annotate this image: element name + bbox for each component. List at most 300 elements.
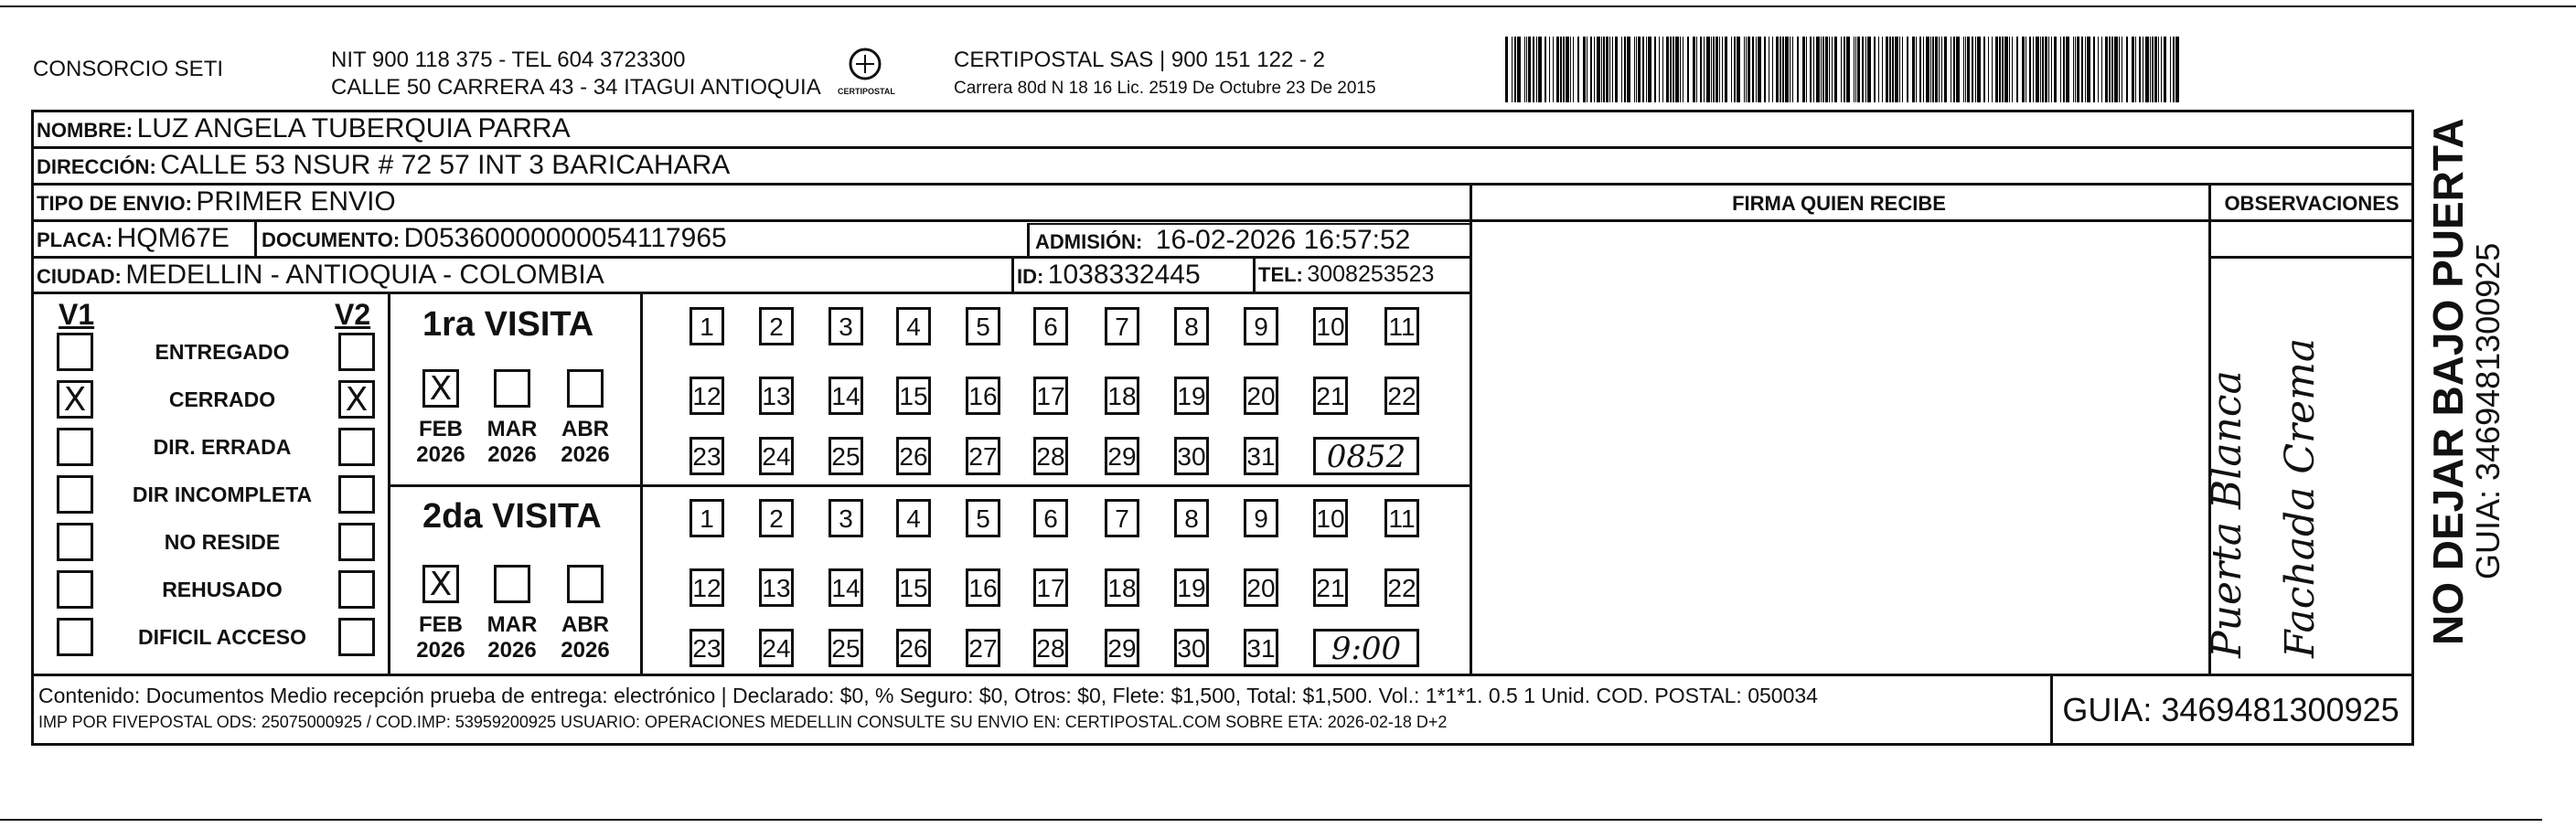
- estado-label: CERRADO: [168, 387, 276, 411]
- barcode-bar: [1889, 37, 1891, 102]
- barcode-bar: [1972, 37, 1973, 102]
- barcode-bar: [1560, 37, 1562, 102]
- barcode-bar: [1930, 37, 1931, 102]
- observacion-linea-2: Fachada Crema: [2277, 337, 2324, 658]
- barcode-bar: [1916, 37, 1917, 102]
- barcode-bar: [2066, 37, 2069, 102]
- barcode-bar: [1899, 37, 1900, 102]
- footer-guia: GUIA: 3469481300925: [2062, 691, 2400, 728]
- no-dejar-warning: NO DEJAR BAJO PUERTA: [2424, 118, 2472, 645]
- month-name: MAR: [486, 417, 538, 441]
- segunda-day-box[interactable]: 29: [1105, 629, 1139, 667]
- barcode-bar: [2036, 37, 2039, 102]
- v2-checkbox[interactable]: [338, 428, 375, 466]
- logo-text: CERTIPOSTAL: [838, 87, 895, 96]
- barcode-bar: [2152, 37, 2154, 102]
- barcode-bar: [2004, 37, 2008, 102]
- barcode-bar: [1857, 37, 1860, 102]
- barcode-bar: [1874, 37, 1876, 102]
- segunda-day-box[interactable]: 21: [1313, 568, 1348, 607]
- barcode-bar: [1627, 37, 1630, 102]
- barcode-bar: [1776, 37, 1779, 102]
- segunda-day-box[interactable]: 17: [1033, 568, 1068, 607]
- barcode-bar: [1865, 37, 1866, 102]
- documento-label: DOCUMENTO:: [262, 228, 401, 251]
- logo-emblem-icon: [842, 46, 888, 82]
- direccion-value: CALLE 53 NSUR # 72 57 INT 3 BARICAHARA: [160, 150, 731, 180]
- barcode-bar: [1563, 37, 1565, 102]
- primera-visita-label: 1ra VISITA: [422, 305, 594, 344]
- segunda-day-box[interactable]: 15: [896, 568, 931, 607]
- barcode-bar: [1834, 37, 1837, 102]
- id-sep: [1011, 256, 1014, 292]
- barcode-bar: [1687, 37, 1689, 102]
- barcode-bar: [1725, 37, 1727, 102]
- primera-day-box[interactable]: 14: [828, 377, 863, 415]
- primera-day-box[interactable]: 15: [896, 377, 931, 415]
- segunda-day-box[interactable]: 22: [1384, 568, 1419, 607]
- barcode-bar: [1706, 37, 1710, 102]
- barcode-bar: [1746, 37, 1747, 102]
- primera-day-box[interactable]: 30: [1174, 437, 1209, 475]
- barcode-bar: [1722, 37, 1723, 102]
- barcode-bar: [1634, 37, 1635, 102]
- barcode-bar: [2145, 37, 2149, 102]
- nombre-value: LUZ ANGELA TUBERQUIA PARRA: [136, 113, 571, 143]
- primera-day-box[interactable]: 21: [1313, 377, 1348, 415]
- barcode-bar: [2132, 37, 2134, 102]
- v2-label: V2: [335, 298, 371, 331]
- primera-day-box[interactable]: 22: [1384, 377, 1419, 415]
- barcode-bar: [1832, 37, 1833, 102]
- tipo-value: PRIMER ENVIO: [196, 186, 396, 217]
- barcode-bar: [1953, 37, 1955, 102]
- v1-checkbox[interactable]: [57, 523, 93, 561]
- primera-day-box[interactable]: 25: [828, 437, 863, 475]
- barcode-bar: [1609, 37, 1610, 102]
- barcode-bar: [1963, 37, 1964, 102]
- segunda-day-box[interactable]: 18: [1105, 568, 1139, 607]
- segunda-day-box[interactable]: 6: [1033, 499, 1068, 537]
- month-year: 2026: [487, 442, 537, 467]
- nombre-label: NOMBRE:: [37, 119, 134, 142]
- barcode-bar: [1700, 37, 1702, 102]
- barcode-bar: [1967, 37, 1970, 102]
- primera-day-box[interactable]: 9: [1244, 307, 1278, 345]
- segunda-month-checkbox[interactable]: [567, 565, 604, 603]
- barcode-bar: [1892, 37, 1894, 102]
- barcode-bar: [2073, 37, 2074, 102]
- tel-row: [1258, 261, 1434, 288]
- barcode-bar: [1999, 37, 2001, 102]
- v2-checkbox[interactable]: [338, 523, 375, 561]
- segunda-day-box[interactable]: 5: [966, 499, 1000, 537]
- address-line: CALLE 50 CARRERA 43 - 34 ITAGUI ANTIOQUIA: [331, 75, 821, 100]
- barcode-bar: [2022, 37, 2025, 102]
- direccion-row: [37, 150, 730, 181]
- segunda-day-box[interactable]: 8: [1174, 499, 1209, 537]
- barcode-bar: [1536, 37, 1537, 102]
- barcode-bar: [2087, 37, 2090, 102]
- segunda-day-box[interactable]: 24: [759, 629, 794, 667]
- barcode-bar: [1654, 37, 1656, 102]
- barcode-bar: [1965, 37, 1966, 102]
- admision-label: ADMISIÓN:: [1035, 230, 1143, 253]
- barcode-bar: [1606, 37, 1609, 102]
- barcode-bar: [1577, 37, 1579, 102]
- primera-day-box[interactable]: 8: [1174, 307, 1209, 345]
- barcode-bar: [1556, 37, 1559, 102]
- barcode-bar: [2164, 37, 2166, 102]
- primera-day-box[interactable]: 6: [1033, 307, 1068, 345]
- barcode-bar: [1545, 37, 1546, 102]
- barcode-bar: [1713, 37, 1715, 102]
- direccion-label: DIRECCIÓN:: [37, 155, 156, 178]
- primera-day-box[interactable]: 16: [966, 377, 1000, 415]
- segunda-month-checkbox[interactable]: X: [422, 565, 459, 603]
- barcode-bar: [1882, 37, 1883, 102]
- barcode-bar: [2098, 37, 2099, 102]
- segunda-day-box[interactable]: 23: [689, 629, 724, 667]
- primera-day-box[interactable]: 20: [1244, 377, 1278, 415]
- visita-month-line: [640, 292, 643, 674]
- barcode-bar: [1731, 37, 1732, 102]
- primera-day-box[interactable]: 10: [1313, 307, 1348, 345]
- month-year: 2026: [416, 442, 465, 467]
- primera-day-box[interactable]: 18: [1105, 377, 1139, 415]
- primera-month-checkbox[interactable]: [494, 369, 530, 408]
- segunda-day-box[interactable]: 4: [896, 499, 931, 537]
- ciudad-row: [37, 260, 604, 291]
- segunda-day-box[interactable]: 11: [1384, 499, 1419, 537]
- barcode-bar: [2002, 37, 2004, 102]
- barcode-bar: [1854, 37, 1855, 102]
- tel-value: 3008253523: [1307, 261, 1435, 287]
- v1-checkbox[interactable]: X: [57, 380, 93, 419]
- barcode-bar: [2012, 37, 2013, 102]
- segunda-month-label: [415, 612, 466, 663]
- segunda-day-box[interactable]: 3: [828, 499, 863, 537]
- barcode-bar: [1956, 37, 1960, 102]
- barcode-bar: [1841, 37, 1842, 102]
- barcode-bar: [1764, 37, 1766, 102]
- row-line-3: [31, 219, 2414, 222]
- primera-day-box[interactable]: 3: [828, 307, 863, 345]
- barcode-bar: [1977, 37, 1981, 102]
- barcode-bar: [1659, 37, 1660, 102]
- barcode-bar: [2119, 37, 2120, 102]
- v2-checkbox[interactable]: [338, 333, 375, 371]
- barcode-bar: [2048, 37, 2049, 102]
- barcode-bar: [1923, 37, 1924, 102]
- v1-checkbox[interactable]: [57, 428, 93, 466]
- primera-day-box[interactable]: 19: [1174, 377, 1209, 415]
- barcode-bar: [2033, 37, 2034, 102]
- primera-day-box[interactable]: 24: [759, 437, 794, 475]
- barcode-bar: [1846, 37, 1850, 102]
- barcode-bar: [1528, 37, 1531, 102]
- primera-day-box[interactable]: 1: [689, 307, 724, 345]
- barcode-bar: [2075, 37, 2076, 102]
- estados-right-line: [388, 292, 390, 674]
- barcode-bar: [1772, 37, 1773, 102]
- observaciones-label: OBSERVACIONES: [2224, 192, 2400, 215]
- segunda-day-box[interactable]: 13: [759, 568, 794, 607]
- segunda-day-box[interactable]: 7: [1105, 499, 1139, 537]
- barcode-bar: [2114, 37, 2118, 102]
- estado-label: NO RESIDE: [164, 530, 281, 554]
- barcode-bar: [1624, 37, 1626, 102]
- v2-checkbox[interactable]: [338, 618, 375, 656]
- segunda-day-box[interactable]: 1: [689, 499, 724, 537]
- barcode-bar: [1638, 37, 1641, 102]
- barcode-bar: [1566, 37, 1569, 102]
- firma-label: FIRMA QUIEN RECIBE: [1732, 192, 1946, 215]
- documento-row: [262, 223, 727, 254]
- placa-row: [37, 223, 230, 254]
- footer-imp: IMP POR FIVEPOSTAL ODS: 25075000925 / COD.IMP: 53959200925 USUARIO: OPERACIONES MEDELLIN CONSULTE SU ENVIO EN: CERTIPOSTAL.COM SOBRE ETA: 2026-02-18 D+2: [38, 713, 1448, 731]
- estado-label: DIR. ERRADA: [153, 435, 292, 459]
- segunda-day-box[interactable]: 26: [896, 629, 931, 667]
- barcode-bar: [1693, 37, 1695, 102]
- barcode-bar: [1505, 37, 1508, 102]
- barcode-bar: [2126, 37, 2128, 102]
- barcode-bar: [1648, 37, 1651, 102]
- segunda-day-box[interactable]: 30: [1174, 629, 1209, 667]
- barcode-bar: [1680, 37, 1681, 102]
- barcode-bar: [2158, 37, 2159, 102]
- barcode-bar: [1810, 37, 1812, 102]
- primera-day-box[interactable]: 5: [966, 307, 1000, 345]
- tel-label: TEL:: [1258, 263, 1303, 286]
- primera-day-box[interactable]: 7: [1105, 307, 1139, 345]
- v1-label: V1: [59, 298, 95, 331]
- primera-day-box[interactable]: 27: [966, 437, 1000, 475]
- barcode-bar: [1983, 37, 1985, 102]
- barcode-bar: [2054, 37, 2057, 102]
- barcode-bar: [1570, 37, 1571, 102]
- v1-checkbox[interactable]: [57, 618, 93, 656]
- barcode-bar: [2016, 37, 2018, 102]
- top-border-line: [0, 5, 2576, 7]
- month-name: FEB: [419, 417, 463, 441]
- ciudad-label: CIUDAD:: [37, 265, 122, 288]
- barcode-bar: [2154, 37, 2157, 102]
- placa-sep: [254, 219, 257, 256]
- primera-day-box[interactable]: 17: [1033, 377, 1068, 415]
- month-name: ABR: [561, 417, 609, 441]
- company-line: CERTIPOSTAL SAS | 900 151 122 - 2: [954, 48, 1325, 72]
- segunda-day-box[interactable]: 16: [966, 568, 1000, 607]
- v1-checkbox[interactable]: [57, 475, 93, 514]
- tel-sep: [1253, 256, 1256, 292]
- segunda-day-box[interactable]: 20: [1244, 568, 1278, 607]
- barcode-bar: [1675, 37, 1679, 102]
- firma-col-line: [1470, 183, 1472, 674]
- barcode-bar: [1912, 37, 1915, 102]
- certipostal-logo: [838, 46, 893, 101]
- segunda-hora-box[interactable]: 9:00: [1313, 629, 1419, 667]
- barcode-bar: [1902, 37, 1903, 102]
- barcode-bar: [2139, 37, 2141, 102]
- estado-label: REHUSADO: [162, 578, 283, 601]
- id-value: 1038332445: [1047, 260, 1201, 290]
- barcode-bar: [2161, 37, 2162, 102]
- barcode-bar: [1615, 37, 1618, 102]
- barcode-bar: [1785, 37, 1789, 102]
- barcode-bar: [1862, 37, 1864, 102]
- form-left-line: [31, 110, 34, 746]
- barcode-bar: [1601, 37, 1602, 102]
- nombre-row: [37, 113, 571, 144]
- nit-line: NIT 900 118 375 - TEL 604 3723300: [331, 48, 686, 72]
- v2-checkbox[interactable]: [338, 475, 375, 514]
- estado-label: ENTREGADO: [155, 340, 290, 364]
- primera-month-checkbox[interactable]: [567, 369, 604, 408]
- row-line-6: [31, 674, 2414, 676]
- barcode-bar: [2045, 37, 2047, 102]
- barcode-bar: [1792, 37, 1793, 102]
- barcode-bar: [1673, 37, 1674, 102]
- segunda-day-box[interactable]: 31: [1244, 629, 1278, 667]
- observacion-linea-1: Puerta Blanca: [2204, 370, 2250, 658]
- segunda-day-box[interactable]: 12: [689, 568, 724, 607]
- segunda-day-box[interactable]: 10: [1313, 499, 1348, 537]
- license-line: Carrera 80d N 18 16 Lic. 2519 De Octubre 23 De 2015: [954, 79, 1376, 98]
- barcode-bar: [1806, 37, 1807, 102]
- month-year: 2026: [561, 638, 610, 663]
- primera-day-box[interactable]: 23: [689, 437, 724, 475]
- barcode-bar: [1744, 37, 1745, 102]
- id-row: [1017, 260, 1201, 291]
- barcode-bar: [1533, 37, 1534, 102]
- barcode-bar: [1988, 37, 1989, 102]
- barcode-bar: [1816, 37, 1820, 102]
- barcode-bar: [1524, 37, 1525, 102]
- v2-checkbox[interactable]: X: [338, 380, 375, 419]
- documento-value: D05360000000054117965: [403, 223, 727, 253]
- barcode-bar: [1662, 37, 1663, 102]
- barcode-bar: [1719, 37, 1720, 102]
- primera-day-box[interactable]: 13: [759, 377, 794, 415]
- barcode-bar: [1716, 37, 1718, 102]
- primera-month-checkbox[interactable]: X: [422, 369, 459, 408]
- barcode-bar: [1822, 37, 1824, 102]
- barcode-bar: [2040, 37, 2041, 102]
- segunda-day-box[interactable]: 2: [759, 499, 794, 537]
- barcode-bar: [1642, 37, 1644, 102]
- primera-day-box[interactable]: 2: [759, 307, 794, 345]
- barcode-bar: [1932, 37, 1934, 102]
- barcode-bar: [1526, 37, 1527, 102]
- barcode-bar: [2042, 37, 2044, 102]
- v1-checkbox[interactable]: [57, 333, 93, 371]
- barcode-bar: [1895, 37, 1898, 102]
- row-line-1: [31, 146, 2414, 149]
- barcode-bar: [1583, 37, 1586, 102]
- barcode-bar: [1975, 37, 1976, 102]
- barcode-bar: [1886, 37, 1888, 102]
- barcode: [1505, 37, 2187, 102]
- barcode-bar: [2175, 37, 2179, 102]
- barcode-bar: [1517, 37, 1521, 102]
- month-name: FEB: [419, 612, 463, 637]
- barcode-bar: [1995, 37, 1998, 102]
- barcode-bar: [1844, 37, 1845, 102]
- barcode-bar: [1748, 37, 1750, 102]
- barcode-bar: [1549, 37, 1550, 102]
- barcode-bar: [1992, 37, 1993, 102]
- barcode-bar: [1782, 37, 1784, 102]
- row-line-2: [31, 183, 2414, 186]
- primera-day-box[interactable]: 31: [1244, 437, 1278, 475]
- barcode-bar: [1867, 37, 1871, 102]
- v2-checkbox[interactable]: [338, 570, 375, 609]
- primera-day-box[interactable]: 12: [689, 377, 724, 415]
- primera-month-label: [560, 417, 611, 468]
- segunda-day-box[interactable]: 19: [1174, 568, 1209, 607]
- v1-checkbox[interactable]: [57, 570, 93, 609]
- month-year: 2026: [416, 638, 465, 663]
- barcode-bar: [1752, 37, 1754, 102]
- placa-value: HQM67E: [116, 223, 230, 253]
- form-top-line: [31, 110, 2414, 112]
- barcode-bar: [1758, 37, 1761, 102]
- barcode-bar: [1711, 37, 1712, 102]
- segunda-day-box[interactable]: 28: [1033, 629, 1068, 667]
- estado-label: DIFICIL ACCESO: [137, 625, 306, 649]
- barcode-bar: [1597, 37, 1600, 102]
- primera-hora-box[interactable]: 0852: [1313, 437, 1419, 475]
- barcode-bar: [1612, 37, 1613, 102]
- barcode-bar: [1855, 37, 1856, 102]
- barcode-bar: [2085, 37, 2086, 102]
- segunda-month-label: [486, 612, 538, 663]
- barcode-bar: [2109, 37, 2111, 102]
- primera-day-box[interactable]: 26: [896, 437, 931, 475]
- barcode-bar: [1780, 37, 1781, 102]
- admision-value: 16-02-2026 16:57:52: [1155, 225, 1411, 255]
- barcode-bar: [1829, 37, 1830, 102]
- barcode-bar: [2170, 37, 2171, 102]
- barcode-bar: [2029, 37, 2031, 102]
- barcode-bar: [1878, 37, 1879, 102]
- primera-day-box[interactable]: 29: [1105, 437, 1139, 475]
- tipo-label: TIPO DE ENVIO:: [37, 192, 192, 215]
- segunda-day-box[interactable]: 25: [828, 629, 863, 667]
- barcode-bar: [1821, 37, 1822, 102]
- segunda-day-box[interactable]: 9: [1244, 499, 1278, 537]
- barcode-bar: [1621, 37, 1622, 102]
- primera-day-box[interactable]: 11: [1384, 307, 1419, 345]
- segunda-visita-label: 2da VISITA: [422, 497, 602, 536]
- barcode-bar: [1756, 37, 1757, 102]
- footer-contenido: Contenido: Documentos Medio recepción prueba de entrega: electrónico | Declarado: $0, % Seguro: $0, Otros: $0, Flete: $1,500, Total: $1,500. Vol.: 1*1*1. 0.5 1 Unid. COD. POSTAL: 050034: [38, 684, 1818, 707]
- barcode-bar: [2105, 37, 2108, 102]
- barcode-bar: [1734, 37, 1736, 102]
- ciudad-value: MEDELLIN - ANTIOQUIA - COLOMBIA: [125, 260, 604, 290]
- segunda-month-checkbox[interactable]: [494, 565, 530, 603]
- visita-divider: [388, 484, 1470, 487]
- estado-label: DIR INCOMPLETA: [132, 483, 313, 506]
- segunda-day-box[interactable]: 14: [828, 568, 863, 607]
- segunda-day-box[interactable]: 27: [966, 629, 1000, 667]
- primera-day-box[interactable]: 4: [896, 307, 931, 345]
- barcode-bar: [2063, 37, 2065, 102]
- barcode-bar: [1646, 37, 1647, 102]
- primera-day-box[interactable]: 28: [1033, 437, 1068, 475]
- barcode-bar: [2111, 37, 2113, 102]
